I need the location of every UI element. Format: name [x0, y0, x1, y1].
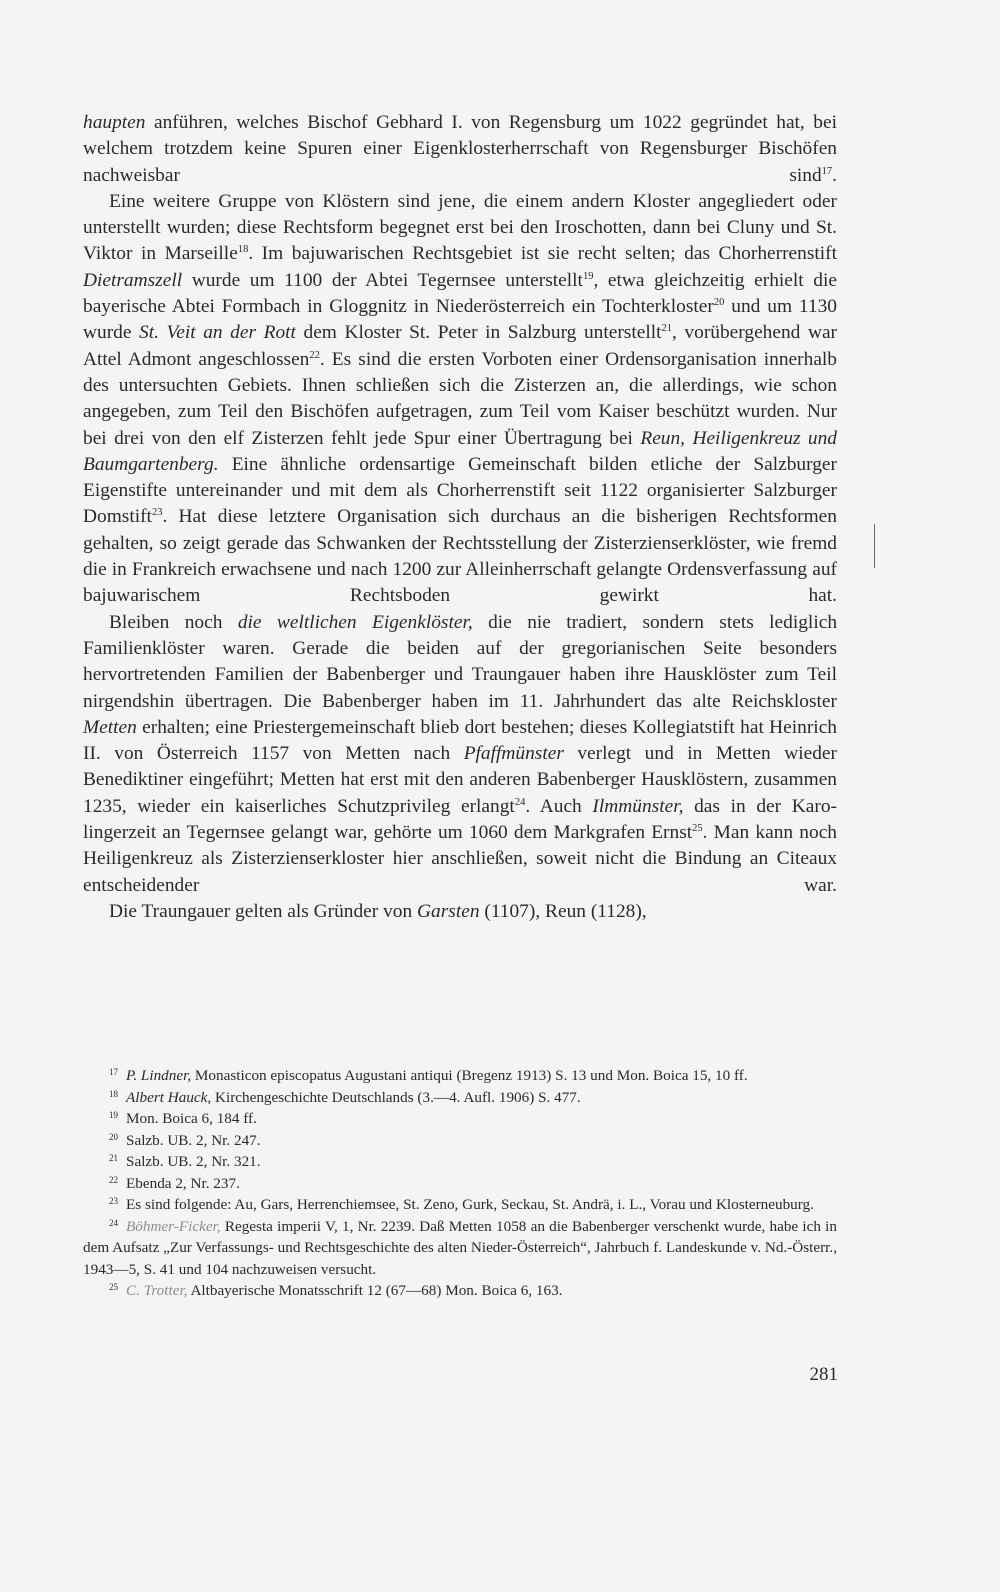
text-run: . Man kann noch Heiligenkreuz als Zisterzienserkloster hier anschließen, soweit nicht die Bindung an Citeaux entscheidender war.	[83, 822, 837, 896]
italic-text: Reun, Heiligenkreuz und Baumgartenberg.	[83, 427, 837, 475]
footnote-number: 18	[109, 1088, 118, 1099]
text-run: Bleiben noch	[109, 611, 238, 633]
text-run: Regesta imperii V, 1, Nr. 2239. Daß Metten 1058 an die Babenberger verschenkt wurde, habe ich in dem Aufsatz „Zur Verfassungs- und Rechtsgeschichte des alten Nieder-Österreich“, Jahrbuch f. Landeskunde v. Nd.-Österr., 1943—5, S. 41 und 104 nachzuweisen versucht.	[83, 1217, 837, 1278]
footnote	[83, 1065, 837, 1087]
text-run: Eine ähnliche ordensartige Gemeinschaft bilden etliche der Salzburger Eigenstifte untereinander und mit dem als Chorherrenstift seit 1122 organisierter Salzburger Domstift	[83, 453, 837, 528]
footnote-reference: 17	[821, 165, 833, 177]
footnote	[83, 1216, 837, 1281]
text-run: Es sind folgende: Au, Gars, Herrenchiemsee, St. Zeno, Gurk, Seckau, St. Andrä, i. L., Vorau und Klosterneuburg.	[126, 1196, 814, 1213]
footnote	[83, 1130, 837, 1152]
italic-text: Böhmer-Ficker,	[126, 1217, 221, 1235]
text-run: . Hat diese letztere Organisation sich durchaus an die bisherigen Rechtsformen gehalten, so zeigt gerade das Schwanken der Rechtsstellung der Zisterzienserklöster, wie fremd die in Frankreich erwachsene und nach 1200 zur Alleinherrschaft gelangte Ordensverfassung auf bajuwarischem Rechtsboden gewirkt hat.	[83, 506, 837, 607]
text-run: Kirchengeschichte Deutschlands (3.—4. Aufl. 1906) S. 477.	[211, 1088, 581, 1106]
italic-text: Dietramszell	[83, 269, 183, 291]
paragraph	[83, 189, 837, 610]
text-run: die nie tradiert, sondern stets lediglich Familienklöster waren. Gerade die beiden auf der gregorianischen Seite besonders hervortretenden Familien der Babenberger und Traungauer haben ihre Hausklöster zum Teil nirgendshin übertragen. Die Babenberger haben im 11. Jahrhundert das alte Reichskloster	[83, 611, 838, 712]
italic-text: haupten	[83, 112, 146, 133]
footnote-number: 17	[109, 1067, 118, 1077]
footnote-reference: 23	[151, 507, 163, 519]
footnote-reference: 20	[713, 297, 725, 309]
footnote-reference: 22	[309, 349, 320, 361]
text-run: Ebenda 2, Nr. 237.	[126, 1174, 240, 1192]
footnote	[83, 1194, 837, 1216]
text-run: . Auch	[525, 795, 593, 817]
text-run: Altbayerische Monatsschrift 12 (67—68) Mon. Boica 6, 163.	[187, 1282, 563, 1299]
text-run: Salzb. UB. 2, Nr. 247.	[126, 1131, 261, 1149]
italic-text: Ilmmünster,	[592, 795, 684, 817]
text-run: erhalten; eine Priestergemeinschaft blieb dort bestehen; dieses Kollegiatstift hat Heinrich II. von Österreich 1157 von Metten nach	[83, 716, 837, 765]
footnote	[83, 1108, 837, 1130]
footnote-reference: 18	[237, 244, 249, 256]
text-run: das in der Karolingerzeit an Tegernsee gelangt war, gehörte um 1060 dem Markgrafen Ernst	[83, 795, 837, 844]
text-run: , etwa gleichzeitig erhielt die bayerische Abtei Formbach in Gloggnitz in Niederösterreich ein Tochterkloster	[83, 269, 837, 318]
footnote-number: 21	[109, 1153, 118, 1163]
text-run: anführen, welches Bischof Gebhard I. von Regensburg um 1022 gegründet hat, bei welchem trotzdem keine Spuren einer Eigenklosterherrschaft von Regensburger Bischöfen nachweisbar sind	[83, 112, 837, 186]
page-number: 281	[809, 1364, 838, 1385]
text-run: und um 1130 wurde	[83, 296, 837, 344]
text-run: verlegt und in Metten wieder Benediktiner eingeführt; Metten hat erst mit den anderen Babenberger Hausklöstern, zusammen 1235, wieder ein kaiserliches Schutzprivileg erlangt	[83, 743, 837, 817]
italic-text: Pfaffmünster	[463, 743, 564, 765]
footnote-number: 23	[109, 1196, 118, 1206]
text-run: Salzb. UB. 2, Nr. 321.	[126, 1153, 261, 1170]
text-run: dem Kloster St. Peter in Salzburg unterstellt	[295, 322, 662, 344]
italic-text: C. Trotter,	[126, 1282, 188, 1299]
footnote-reference: 25	[692, 823, 703, 835]
paragraph	[83, 899, 837, 925]
italic-text: St. Veit an der Rott	[139, 322, 296, 344]
footnote-number: 24	[109, 1217, 118, 1228]
paragraph	[83, 610, 837, 899]
italic-text: die weltlichen Eigenklöster,	[237, 611, 473, 633]
footnote-number: 19	[109, 1110, 118, 1120]
text-run: Die Traungauer gelten als Gründer von	[109, 900, 418, 922]
text-run: .	[832, 164, 837, 186]
footnote	[83, 1280, 837, 1302]
margin-mark	[874, 524, 875, 568]
main-text	[83, 110, 837, 925]
text-run: . Im bajuwarischen Rechtsgebiet ist sie recht selten; das Chorherrenstift	[248, 243, 838, 265]
italic-text: Albert Hauck,	[126, 1088, 212, 1106]
footnote	[83, 1173, 837, 1195]
text-run: Eine weitere Gruppe von Klöstern sind jene, die einem andern Kloster angegliedert oder unterstellt wurden; diese Rechtsform begegnet erst bei den Iroschotten, dann bei Cluny und St. Viktor in Marseille	[83, 190, 837, 265]
text-run: Mon. Boica 6, 184 ff.	[126, 1110, 257, 1127]
footnote-reference: 19	[582, 270, 594, 282]
text-run: . Es sind die ersten Vorboten einer Ordensorganisation innerhalb des untersuchten Gebiets. Ihnen schließen sich die Zisterzen an, die allerdings, wie schon angegeben, zum Teil den Bischöfen aufgetragen, zum Teil vom Kaiser beschützt wurden. Nur bei drei von den elf Zisterzen fehlt jede Spur einer Übertragung bei	[83, 348, 838, 449]
text-run: , vorübergehend war Attel Admont angeschlossen	[83, 322, 838, 370]
text-run: Monasticon episcopatus Augustani antiqui (Bregenz 1913) S. 13 und Mon. Boica 15, 10 ff.	[191, 1067, 748, 1084]
text-run: (1107), Reun (1128),	[479, 900, 647, 922]
italic-text: P. Lindner,	[126, 1067, 192, 1084]
footnote	[83, 1087, 837, 1109]
footnote-number: 22	[109, 1174, 118, 1185]
paragraph	[83, 110, 837, 189]
italic-text: Metten	[83, 716, 137, 738]
footnote-number: 25	[109, 1282, 118, 1292]
footnote-number: 20	[109, 1131, 118, 1142]
footnote-reference: 21	[661, 323, 672, 335]
footnote	[83, 1151, 837, 1173]
footnote-reference: 24	[514, 796, 526, 808]
footnotes	[83, 1065, 837, 1302]
text-run: wurde um 1100 der Abtei Tegernsee unterstellt	[182, 269, 583, 291]
italic-text: Garsten	[417, 900, 480, 922]
